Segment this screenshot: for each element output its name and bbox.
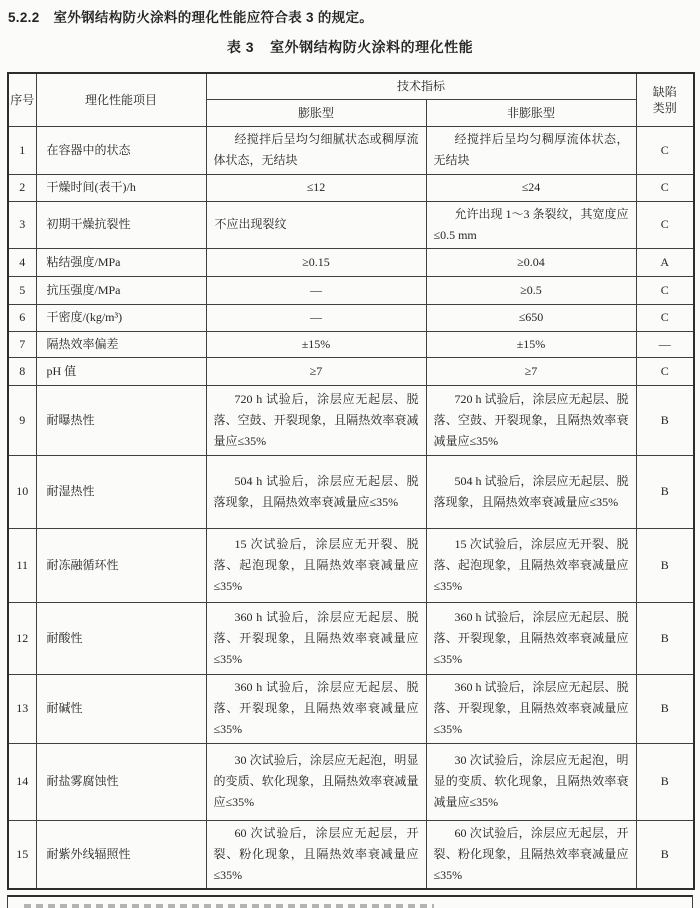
cell-defect: — xyxy=(636,331,694,357)
table-row-10 xyxy=(8,455,694,528)
cell-item: 初期干燥抗裂性 xyxy=(36,201,206,248)
cell-no: 7 xyxy=(8,331,36,357)
cell-non-intumescent: ≤24 xyxy=(426,174,636,201)
cell-non-intumescent: 360 h 试验后，涂层应无起层、脱落、开裂现象，且隔热效率衰减量应≤35% xyxy=(426,602,636,674)
cell-item: 干燥时间(表干)/h xyxy=(36,174,206,201)
cell-intumescent: 360 h 试验后，涂层应无起层、脱落、开裂现象，且隔热效率衰减量应≤35% xyxy=(206,602,426,674)
cell-intumescent: 30 次试验后，涂层应无起泡，明显的变质、软化现象，且隔热效率衰减量应≤35% xyxy=(206,743,426,820)
table-row-14 xyxy=(8,743,694,820)
cell-non-intumescent: 504 h 试验后，涂层应无起层、脱落现象，且隔热效率衰减量应≤35% xyxy=(426,455,636,528)
table-row-4 xyxy=(8,248,694,276)
cell-no: 3 xyxy=(8,201,36,248)
clause-text: 室外钢结构防火涂料的理化性能应符合表 3 的规定。 xyxy=(53,10,374,25)
cell-defect: C xyxy=(636,174,694,201)
cell-defect: B xyxy=(636,455,694,528)
cell-defect: B xyxy=(636,743,694,820)
cell-non-intumescent: 30 次试验后，涂层应无起泡，明显的变质、软化现象，且隔热效率衰减量应≤35% xyxy=(426,743,636,820)
cell-no: 14 xyxy=(8,743,36,820)
cell-intumescent: ≥7 xyxy=(206,357,426,385)
cell-intumescent: 不应出现裂纹 xyxy=(206,201,426,248)
cell-item: pH 值 xyxy=(36,357,206,385)
table-row-9 xyxy=(8,385,694,455)
cell-non-intumescent: 60 次试验后，涂层应无起层，开裂、粉化现象，且隔热效率衰减量应≤35% xyxy=(426,820,636,889)
cell-no: 5 xyxy=(8,276,36,304)
table-row-1 xyxy=(8,126,694,174)
cell-item: 耐湿热性 xyxy=(36,455,206,528)
header-non-intumescent: 非膨胀型 xyxy=(426,99,636,126)
table-row-11 xyxy=(8,528,694,602)
cell-item: 耐紫外线辐照性 xyxy=(36,820,206,889)
cell-no: 15 xyxy=(8,820,36,889)
cell-defect: B xyxy=(636,528,694,602)
header-defect-line1: 缺陷 xyxy=(652,84,677,99)
cell-no: 9 xyxy=(8,385,36,455)
cell-non-intumescent: ≤650 xyxy=(426,304,636,331)
cell-item: 耐曝热性 xyxy=(36,385,206,455)
header-item: 理化性能项目 xyxy=(36,73,206,126)
spec-table xyxy=(7,72,695,890)
cell-intumescent: 60 次试验后，涂层应无起层，开裂、粉化现象，且隔热效率衰减量应≤35% xyxy=(206,820,426,889)
cell-non-intumescent: 15 次试验后，涂层应无开裂、脱落、起泡现象，且隔热效率衰减量应≤35% xyxy=(426,528,636,602)
cell-intumescent: ≥0.15 xyxy=(206,248,426,276)
table-label: 表 3 xyxy=(226,39,255,55)
cell-non-intumescent: ≥0.5 xyxy=(426,276,636,304)
cutoff-text-fragment xyxy=(24,904,434,908)
cell-defect: B xyxy=(636,820,694,889)
cell-non-intumescent: 360 h 试验后，涂层应无起层、脱落、开裂现象，且隔热效率衰减量应≤35% xyxy=(426,674,636,743)
table-caption xyxy=(0,37,700,57)
table-row-7 xyxy=(8,331,694,357)
table-title: 室外钢结构防火涂料的理化性能 xyxy=(270,39,474,55)
cell-item: 隔热效率偏差 xyxy=(36,331,206,357)
clause-line xyxy=(8,6,373,26)
cell-no: 10 xyxy=(8,455,36,528)
cell-no: 8 xyxy=(8,357,36,385)
cell-defect: A xyxy=(636,248,694,276)
cell-intumescent: — xyxy=(206,304,426,331)
cell-no: 4 xyxy=(8,248,36,276)
cell-no: 1 xyxy=(8,126,36,174)
cell-defect: C xyxy=(636,126,694,174)
clause-number: 5.2.2 xyxy=(8,10,40,25)
table-row-2 xyxy=(8,174,694,201)
header-intumescent: 膨胀型 xyxy=(206,99,426,126)
cell-non-intumescent: ≥0.04 xyxy=(426,248,636,276)
truncated-note-row xyxy=(7,895,693,908)
cell-defect: C xyxy=(636,276,694,304)
header-row-1 xyxy=(8,73,694,99)
cell-non-intumescent: 允许出现 1～3 条裂纹，其宽度应≤0.5 mm xyxy=(426,201,636,248)
header-tech: 技术指标 xyxy=(206,73,636,99)
table-row-8 xyxy=(8,357,694,385)
cell-item: 干密度/(kg/m³) xyxy=(36,304,206,331)
cell-no: 2 xyxy=(8,174,36,201)
cell-non-intumescent: 经搅拌后呈均匀稠厚流体状态，无结块 xyxy=(426,126,636,174)
table-row-12 xyxy=(8,602,694,674)
cell-item: 抗压强度/MPa xyxy=(36,276,206,304)
cell-item: 在容器中的状态 xyxy=(36,126,206,174)
cell-item: 耐冻融循环性 xyxy=(36,528,206,602)
cell-defect: C xyxy=(636,201,694,248)
table-header xyxy=(8,73,694,126)
cell-non-intumescent: ±15% xyxy=(426,331,636,357)
cell-non-intumescent: 720 h 试验后，涂层应无起层、脱落、空鼓、开裂现象，且隔热效率衰减量应≤35% xyxy=(426,385,636,455)
cell-item: 耐酸性 xyxy=(36,602,206,674)
cell-intumescent: ±15% xyxy=(206,331,426,357)
cell-intumescent: — xyxy=(206,276,426,304)
cell-no: 12 xyxy=(8,602,36,674)
cell-no: 11 xyxy=(8,528,36,602)
cell-intumescent: 504 h 试验后，涂层应无起层、脱落现象，且隔热效率衰减量应≤35% xyxy=(206,455,426,528)
cell-intumescent: 720 h 试验后，涂层应无起层、脱落、空鼓、开裂现象，且隔热效率衰减量应≤35% xyxy=(206,385,426,455)
cell-defect: C xyxy=(636,304,694,331)
table-row-6 xyxy=(8,304,694,331)
cell-defect: B xyxy=(636,385,694,455)
header-defect xyxy=(636,73,694,126)
cell-no: 13 xyxy=(8,674,36,743)
cell-defect: B xyxy=(636,674,694,743)
cell-intumescent: 360 h 试验后，涂层应无起层、脱落、开裂现象，且隔热效率衰减量应≤35% xyxy=(206,674,426,743)
cell-non-intumescent: ≥7 xyxy=(426,357,636,385)
cell-defect: B xyxy=(636,602,694,674)
cell-intumescent: 经搅拌后呈均匀细腻状态或稠厚流体状态，无结块 xyxy=(206,126,426,174)
cell-item: 耐碱性 xyxy=(36,674,206,743)
header-no: 序号 xyxy=(8,73,36,126)
table-row-5 xyxy=(8,276,694,304)
header-defect-line2: 类别 xyxy=(652,100,677,115)
cell-item: 粘结强度/MPa xyxy=(36,248,206,276)
cell-intumescent: ≤12 xyxy=(206,174,426,201)
table-body xyxy=(8,126,694,889)
cell-no: 6 xyxy=(8,304,36,331)
table-row-15 xyxy=(8,820,694,889)
cell-intumescent: 15 次试验后，涂层应无开裂、脱落、起泡现象，且隔热效率衰减量应≤35% xyxy=(206,528,426,602)
table-row-13 xyxy=(8,674,694,743)
table-row-3 xyxy=(8,201,694,248)
cell-defect: C xyxy=(636,357,694,385)
cell-item: 耐盐雾腐蚀性 xyxy=(36,743,206,820)
